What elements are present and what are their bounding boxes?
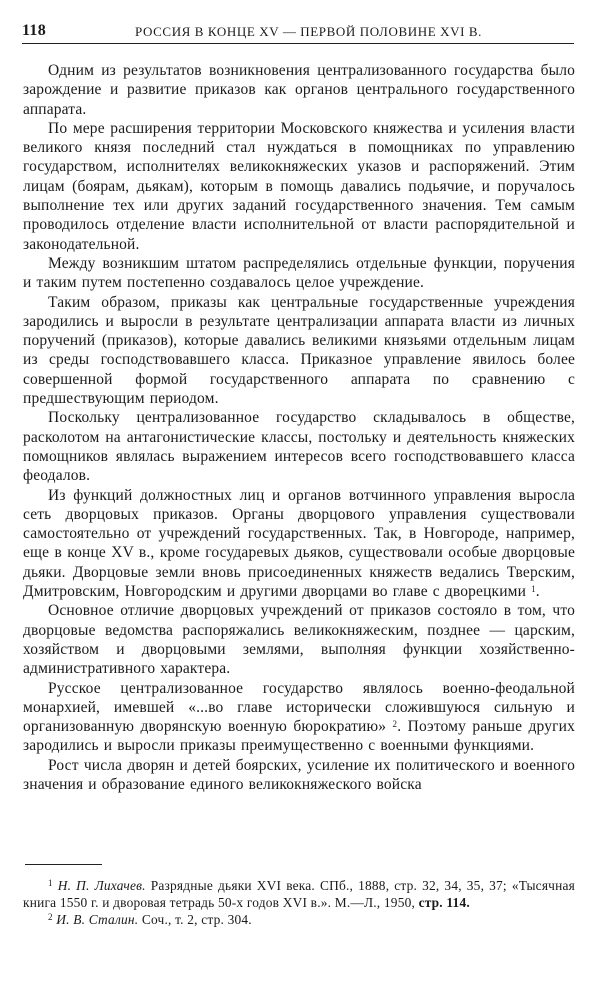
footnote-reference-2[interactable]: 2 xyxy=(392,719,398,730)
paragraph: Таким образом, приказы как центральные государственные учреждения зародились и выросли в результате централизации аппарата власти из личных поручений (приказов), которые давались великими князьями отдельным лицам из среды господствовавшего класса. Приказное управление явилось более совершенной формой государственного аппарата по сравнению с предшествующим периодом. xyxy=(23,293,575,408)
paragraph: Поскольку централизованное государство складывалось в обществе, расколотом на антагонистические классы, постольку и деятельность княжеских помощников являлась выражением интересов всего господствовавшего класса феодалов. xyxy=(23,409,575,485)
footnotes xyxy=(23,877,575,928)
running-title: РОССИЯ В КОНЦЕ XV — ПЕРВОЙ ПОЛОВИНЕ XVI В. xyxy=(135,24,482,39)
footnote-author: И. В. Сталин. xyxy=(56,912,139,927)
footnote-rule xyxy=(25,864,102,865)
page-number: 118 xyxy=(22,22,47,39)
paragraph xyxy=(23,486,575,602)
paragraph-tail: . xyxy=(535,583,540,601)
footnote-text: Разрядные дьяки XVI века. СПб., 1888, стр. 32, 34, 35, 37; «Тысячная книга 1550 г. и дворовая тетрадь 50-х годов XVI в.». М.—Л., 1950, xyxy=(23,878,575,910)
paragraph: Одним из результатов возникновения централизованного государства было зарождение и развитие приказов как органов центрального государственного аппарата. xyxy=(23,62,575,118)
paragraph-tail: . Поэтому раньше других зародились и выросли приказы преимущественно с военными функциями. xyxy=(23,718,576,755)
footnote-mark: 1 xyxy=(48,878,53,888)
paragraph-text: Русское централизованное государство являлось военно-феодальной монархией, имевшей «...во главе исторически сложившуюся сильную и организованную дворянскую военную бюрократию» xyxy=(23,679,575,736)
body-text xyxy=(23,61,575,794)
footnote-text: Соч., т. 2, стр. 304. xyxy=(138,912,252,927)
footnote-reference-1[interactable]: 1 xyxy=(531,584,536,595)
paragraph: По мере расширения территории Московского княжества и усиления власти великого князя последний стал нуждаться в помощниках по управлению государством, исполнителях великокняжеских указов и распоряжений. Этим лицам (боярам, дьякам), которым в помощь давались подьячие, и поручалось выполнение тех или других заданий государственного значения. Тем самым проводилось отделение власти исполнительной от власти распорядительной и законодательной. xyxy=(23,119,575,253)
paragraph-text: Из функций должностных лиц и органов вотчинного управления выросла сеть дворцовых приказов. Органы дворцового управления существовали самостоятельно от учреждений государственных. Так, в Новгороде, например, еще в конце XV в., кроме государевых дьяков, существовали особые дворцовые дьяки. Дворцовые земли вновь присоединенных княжеств ведались Тверским, Дмитровским, Новгородским и другими дворцами во главе с дворецкими xyxy=(23,486,575,601)
header-rule xyxy=(22,43,574,44)
paragraph: Между возникшим штатом распределялись отдельные функции, поручения и таким путем постепенно создавалось целое учреждение. xyxy=(23,254,575,292)
footnote-2 xyxy=(23,911,575,928)
footnote-page: стр. 114. xyxy=(418,895,470,910)
footnote-mark: 2 xyxy=(48,912,53,922)
footnote-author: Н. П. Лихачев. xyxy=(57,878,146,893)
running-header xyxy=(22,22,575,42)
paragraph: Основное отличие дворцовых учреждений от приказов состояло в том, что дворцовые ведомства распоряжались великокняжеским, позднее — царским, хозяйством и дворцовыми землями, выполняя функции хозяйственно-административного характера. xyxy=(23,602,575,678)
paragraph xyxy=(23,679,575,756)
paragraph: Рост числа дворян и детей боярских, усиление их политического и военного значения и образование единого великокняжеского войска xyxy=(23,756,575,793)
footnote-1 xyxy=(23,877,575,911)
